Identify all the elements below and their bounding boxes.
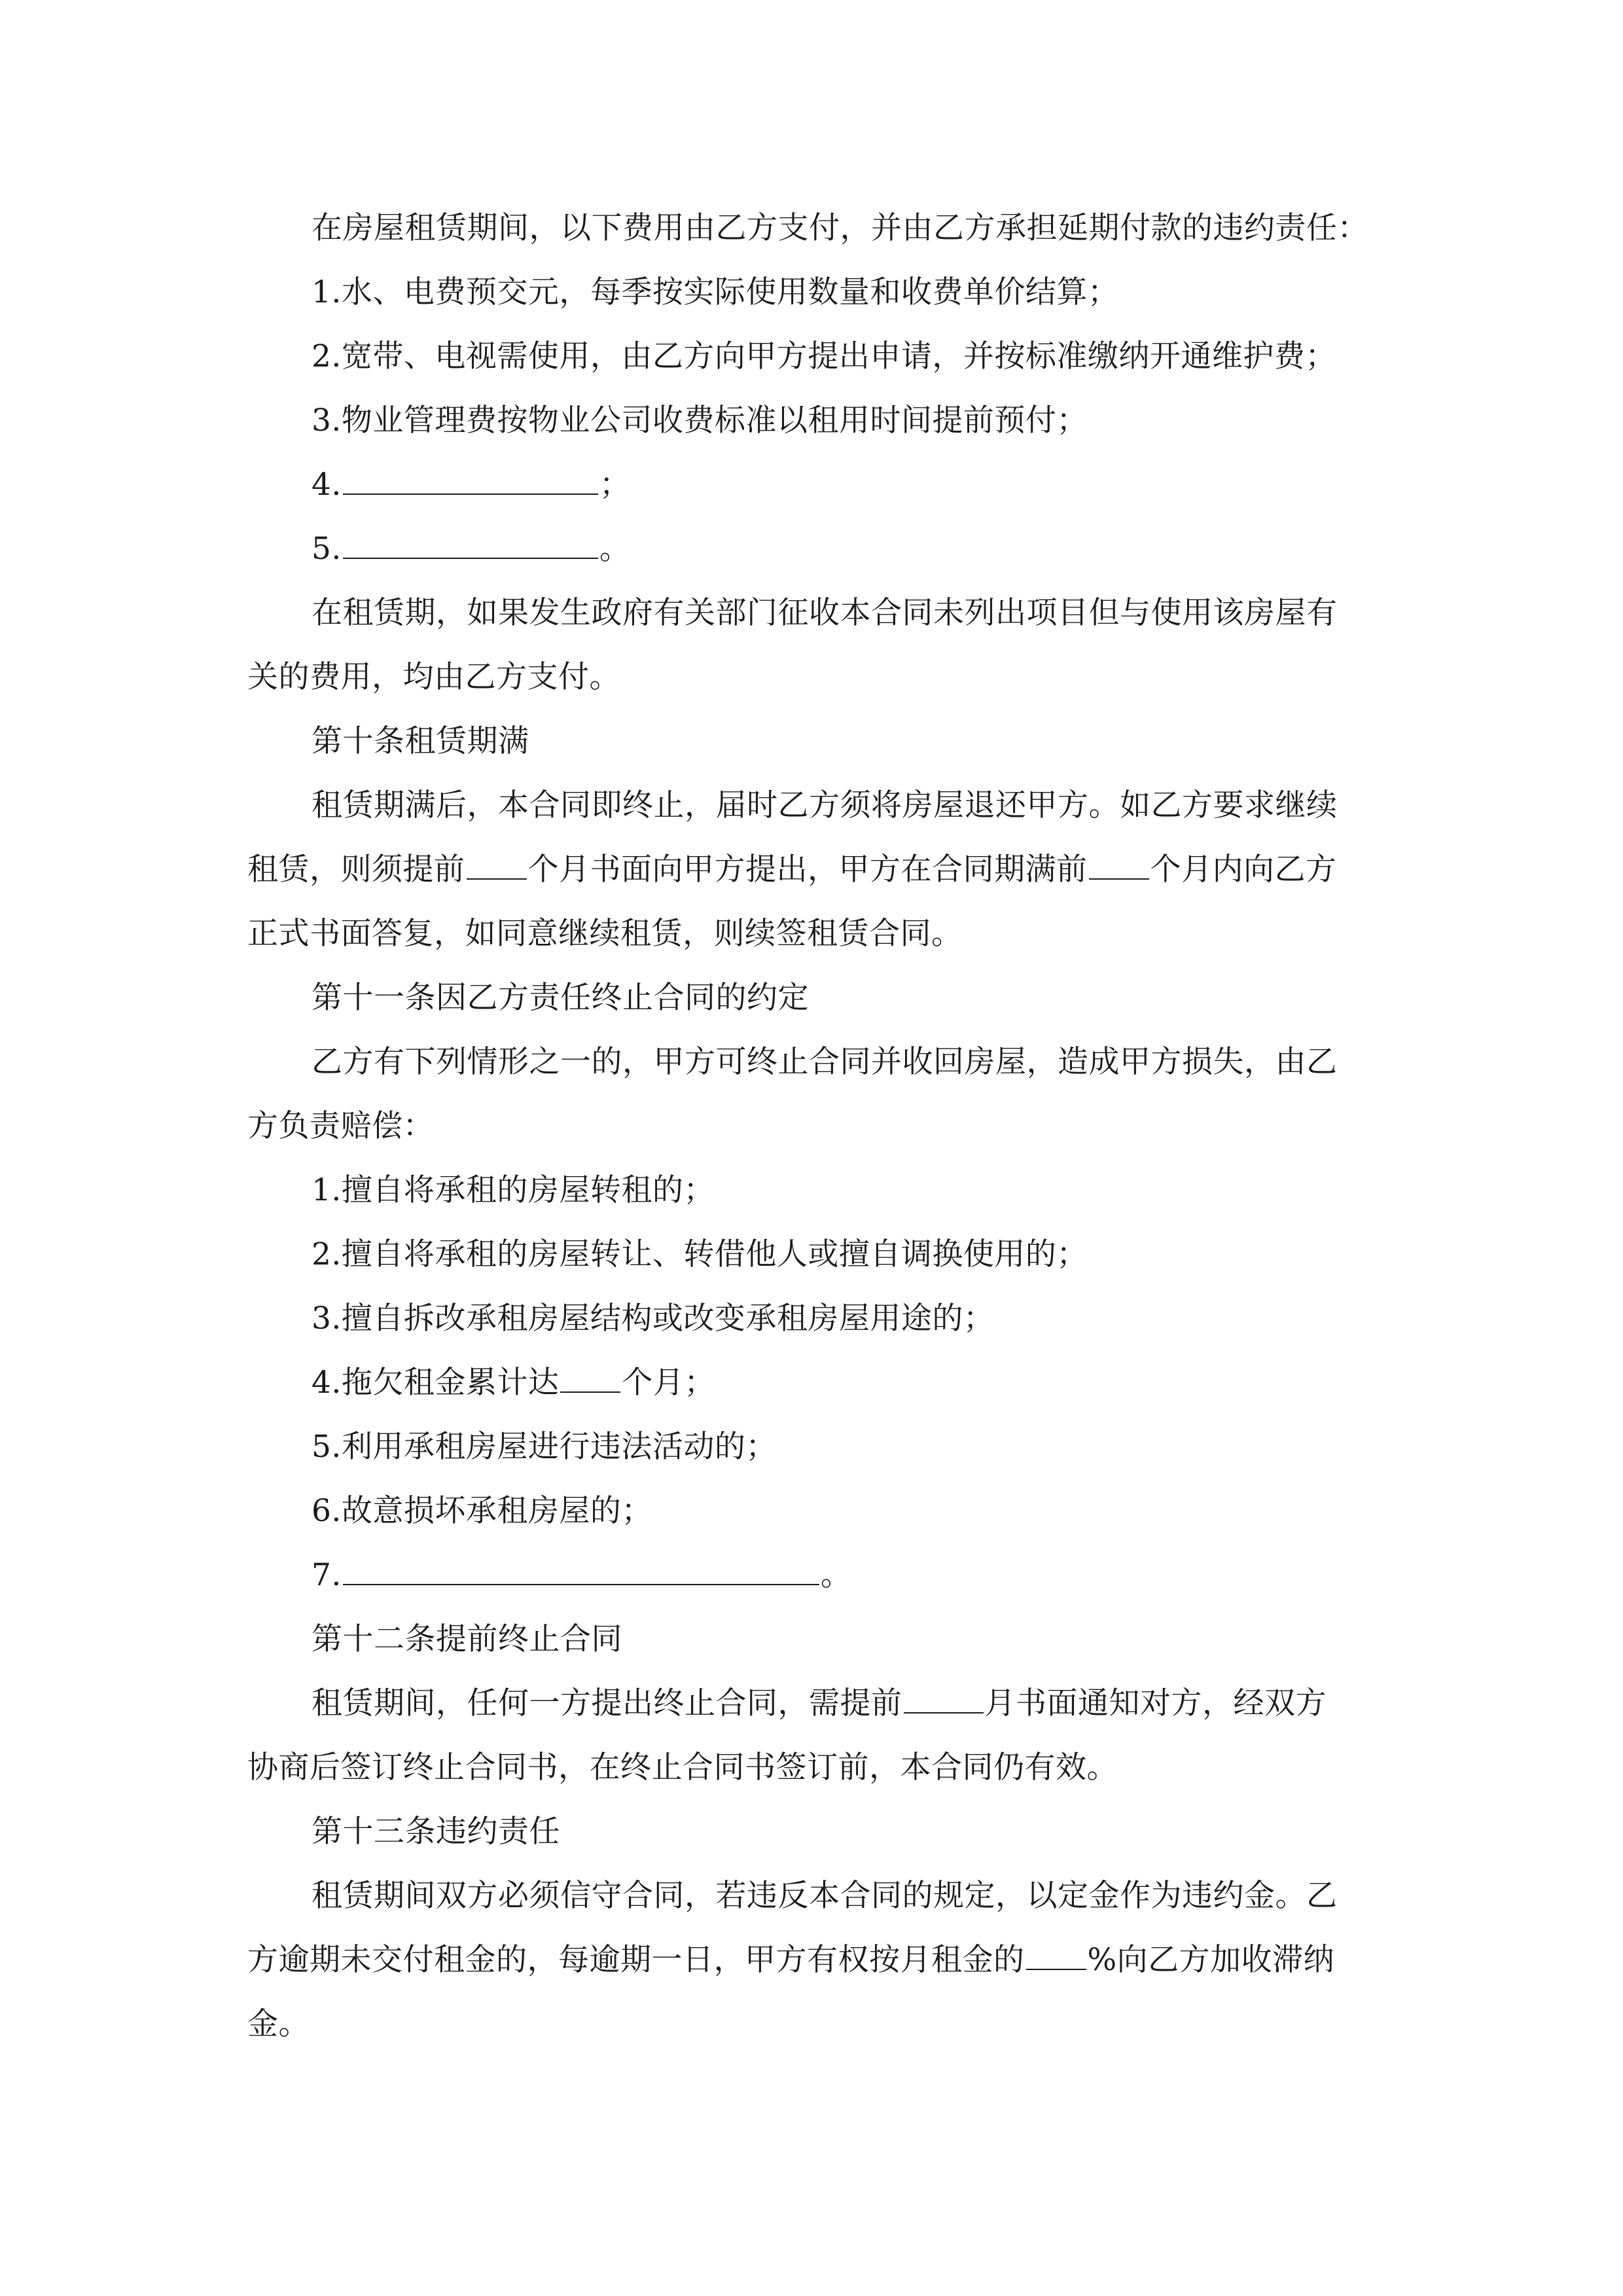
line-text: 3.擅自拆改承租房屋结构或改变承租房屋用途的； (312, 1300, 995, 1336)
line-text: 4.拖欠租金累计达 (312, 1365, 560, 1401)
line-text: 个月书面向甲方提出，甲方在合同期满前 (527, 852, 1088, 888)
paragraph-line (247, 196, 1376, 260)
line-text: 。 (820, 1557, 852, 1593)
line-text: 租赁期间双方必须信守合同，若违反本合同的规定，以定金作为违约金。乙 (312, 1878, 1338, 1914)
paragraph-line (247, 1928, 1376, 1992)
section-heading (247, 1607, 1376, 1672)
paragraph-line (247, 1030, 1376, 1094)
paragraph-line (247, 902, 1376, 966)
line-text: %向乙方加收滞纳 (1087, 1942, 1335, 1978)
fill-in-blank (467, 852, 527, 880)
section-heading (247, 709, 1376, 774)
list-item (247, 453, 1376, 517)
line-text: 协商后签订终止合同书，在终止合同书签订前，本合同仍有效。 (247, 1749, 1118, 1785)
paragraph-line (247, 581, 1376, 645)
line-text: 4. (312, 467, 342, 503)
list-item (247, 389, 1376, 453)
fill-in-blank (343, 531, 598, 559)
fill-in-blank (343, 1558, 819, 1585)
fill-in-blank (560, 1365, 620, 1393)
line-text: 6.故意损坏承租房屋的； (312, 1493, 652, 1529)
section-heading (247, 966, 1376, 1030)
line-text: 在租赁期，如果发生政府有关部门征收本合同未列出项目但与使用该房屋有 (312, 595, 1338, 631)
line-text: 5. (312, 531, 342, 567)
section-heading (247, 1800, 1376, 1864)
paragraph-line (247, 1736, 1376, 1800)
line-text: 方逾期未交付租金的，每逾期一日，甲方有权按月租金的 (247, 1942, 1025, 1978)
paragraph-line (247, 838, 1376, 902)
line-text: 正式书面答复，如同意继续租赁，则续签租赁合同。 (247, 916, 963, 952)
line-text: 第十三条违约责任 (312, 1814, 560, 1850)
fill-in-blank (904, 1686, 984, 1713)
line-text: 3.物业管理费按物业公司收费标准以租用时间提前预付； (312, 403, 1088, 439)
line-text: ； (599, 467, 631, 503)
line-text: 2.擅自将承租的房屋转让、转借他人或擅自调换使用的； (312, 1236, 1088, 1272)
document-body (247, 196, 1376, 2056)
list-item (247, 260, 1376, 325)
list-item (247, 1479, 1376, 1543)
line-text: 租赁，则须提前 (247, 852, 465, 888)
paragraph-line (247, 1864, 1376, 1928)
paragraph-line (247, 1992, 1376, 2056)
list-item (247, 1543, 1376, 1607)
line-text: 方负责赔偿： (247, 1108, 434, 1144)
paragraph-line (247, 1094, 1376, 1158)
fill-in-blank (1026, 1943, 1086, 1970)
line-text: 乙方有下列情形之一的，甲方可终止合同并收回房屋，造成甲方损失，由乙 (312, 1044, 1338, 1080)
line-text: 第十条租赁期满 (312, 723, 529, 759)
list-item (247, 1351, 1376, 1415)
line-text: 月书面通知对方，经双方 (984, 1685, 1327, 1721)
line-text: 在房屋租赁期间，以下费用由乙方支付，并由乙方承担延期付款的违约责任： (312, 210, 1368, 246)
fill-in-blank (343, 467, 598, 495)
line-text: 租赁期满后，本合同即终止，届时乙方须将房屋退还甲方。如乙方要求继续 (312, 787, 1338, 823)
line-text: 金。 (247, 2006, 310, 2042)
list-item (247, 1415, 1376, 1479)
list-item (247, 1287, 1376, 1351)
line-text: 1.擅自将承租的房屋转租的； (312, 1172, 715, 1208)
line-text: 5.利用承租房屋进行违法活动的； (312, 1429, 777, 1465)
line-text: 个月内向乙方 (1150, 852, 1337, 888)
line-text: 7. (312, 1557, 342, 1593)
paragraph-line (247, 1672, 1376, 1736)
line-text: 第十二条提前终止合同 (312, 1621, 622, 1657)
line-text: 个月； (622, 1365, 715, 1401)
line-text: 第十一条因乙方责任终止合同的约定 (312, 980, 809, 1016)
line-text: 。 (599, 531, 631, 567)
list-item (247, 517, 1376, 581)
paragraph-line (247, 774, 1376, 838)
line-text: 1.水、电费预交元，每季按实际使用数量和收费单价结算； (312, 274, 1119, 310)
list-item (247, 325, 1376, 389)
line-text: 2.宽带、电视需使用，由乙方向甲方提出申请，并按标准缴纳开通维护费； (312, 338, 1336, 374)
list-item (247, 1158, 1376, 1223)
paragraph-line (247, 645, 1376, 709)
fill-in-blank (1089, 852, 1149, 880)
line-text: 关的费用，均由乙方支付。 (247, 659, 620, 695)
list-item (247, 1223, 1376, 1287)
line-text: 租赁期间，任何一方提出终止合同，需提前 (312, 1685, 902, 1721)
